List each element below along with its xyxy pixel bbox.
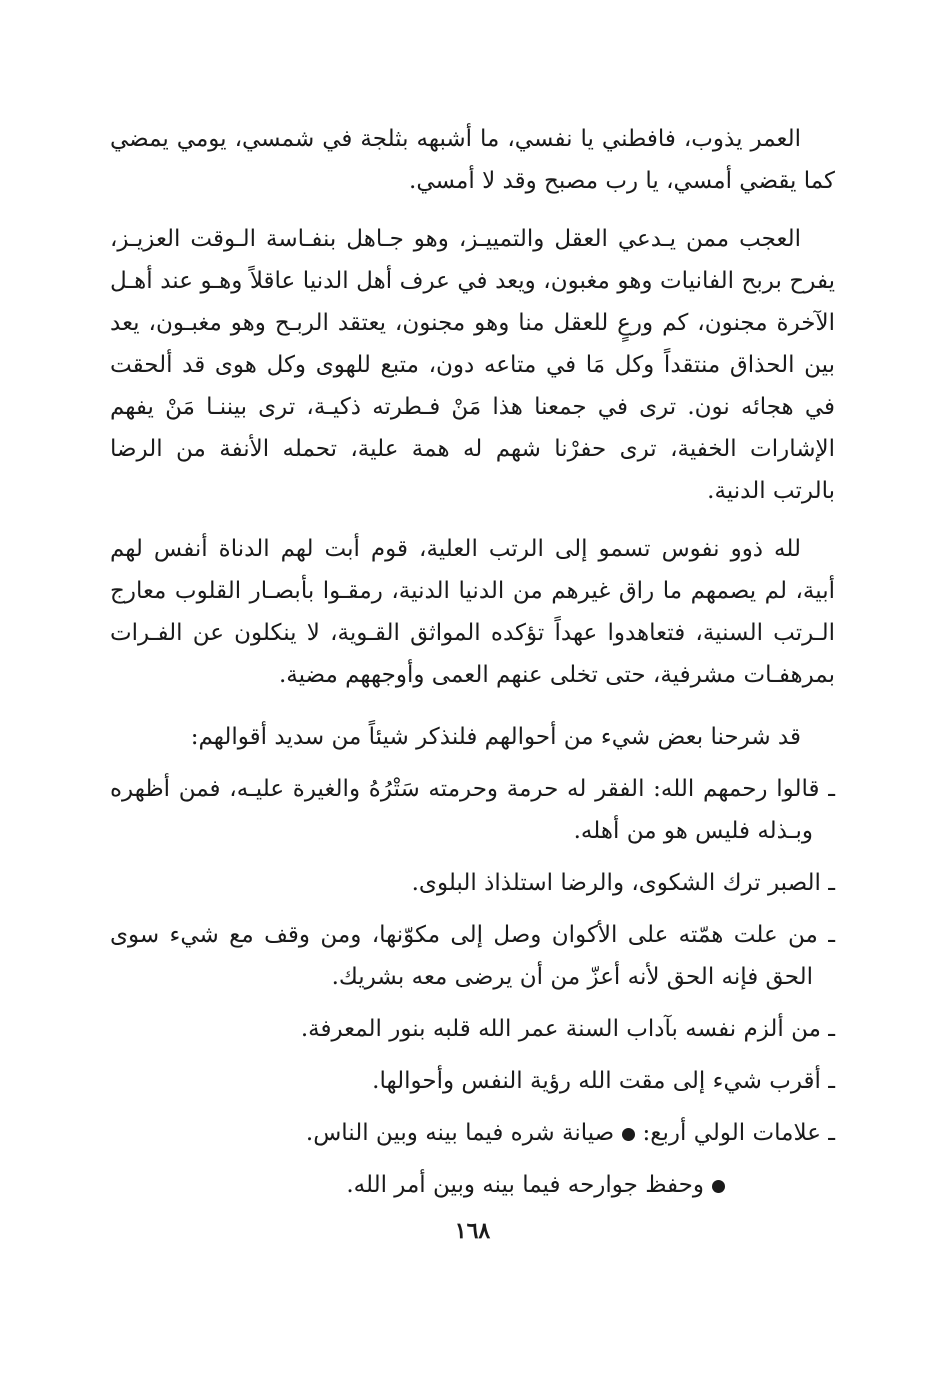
paragraph: العمر يذوب، فافطني يا نفسي، ما أشبهه بثلجة في شمسي، يومي يمضي كما يقضي أمسي، يا رب مصبح وقد لا أمسي.	[110, 126, 835, 194]
saying-text: الصبر ترك الشكوى، والرضا استلذاذ البلوى.	[411, 870, 821, 896]
dash-marker: ـ	[828, 1068, 835, 1094]
dash-marker: ـ	[828, 1016, 835, 1042]
sayings-intro: قد شرحنا بعض شيء من أحوالهم فلنذكر شيئاً من سديد أقوالهم:	[190, 724, 801, 750]
saint-sign-line	[110, 1164, 835, 1206]
saint-signs-item	[110, 1112, 835, 1154]
paragraph: لله ذوو نفوس تسمو إلى الرتب العلية، قوم أبت لهم الدناة أنفس لهم أبية، لم يصمهم ما راق غيرهم من الدنيا الدنية، رمقـوا بأبصـار القلوب معارج الـرتب السنية، فتعاهدوا عهداً تؤكده المواثق القـوية، لا ينكلون عن الفـرات بمرهفـات مشرفية، حتى تخلى عنهم العمى وأوجههم مضية.	[110, 536, 835, 688]
saying-text: أقرب شيء إلى مقت الله رؤية النفس وأحوالها.	[372, 1068, 821, 1094]
saying-text: من ألزم نفسه بآداب السنة عمر الله قلبه بنور المعرفة.	[300, 1016, 821, 1042]
main-text	[110, 118, 835, 1216]
saint-signs-lead: علامات الولي أربع:	[642, 1120, 821, 1146]
dash-marker: ـ	[828, 1120, 835, 1146]
saying-item	[110, 914, 835, 998]
dash-marker: ـ	[828, 776, 835, 802]
bullet-icon	[622, 1128, 635, 1141]
bullet-icon	[712, 1180, 725, 1193]
saying-item	[110, 862, 835, 904]
paragraph: العجب ممن يـدعي العقل والتمييـز، وهو جـاهل بنفـاسة الـوقت العزيـز، يفرح بربح الفانيات وهو مغبون، ويعد في عرف أهل الدنيا عاقلاً وهـو عند أهـل الآخرة مجنون، كم ورعٍ للعقل منا وهو مجنون، يعتقد الربـح وهو مغبـون، يعد بين الحذاق منتقداً وكل مَا في متاعه دون، متبع للهوى وكل هوى قد ألحقت في هجائه نون. ترى في جمعنا هذا مَنْ فـطرته ذكيـة، ترى بيننـا مَنْ يفهم الإشارات الخفية، ترى حفرْنا شهم له همة علية، تحمله الأنفة من الرضا بالرتب الدنية.	[110, 226, 835, 504]
dash-marker: ـ	[828, 922, 836, 948]
saying-item	[110, 1008, 835, 1050]
saying-item	[110, 768, 835, 852]
dash-marker: ـ	[828, 870, 835, 896]
saint-sign-first: صيانة شره فيما بينه وبين الناس.	[305, 1120, 615, 1146]
saying-text: قالوا رحمهم الله: الفقر له حرمة وحرمته سَتْرُهُ والغيرة عليـه، فمن أظهره وبـذله فليس هو من أهله.	[110, 776, 820, 844]
saint-sign-second: وحفظ جوارحه فيما بينه وبين أمر الله.	[346, 1172, 704, 1198]
saying-item	[110, 1060, 835, 1102]
page-number: ١٦٨	[454, 1218, 491, 1244]
saying-text: من علت همّته على الأكوان وصل إلى مكوّنها، ومن وقف مع شيء سوى الحق فإنه الحق لأنه أعزّ من أن يرضى معه بشريك.	[110, 922, 818, 990]
